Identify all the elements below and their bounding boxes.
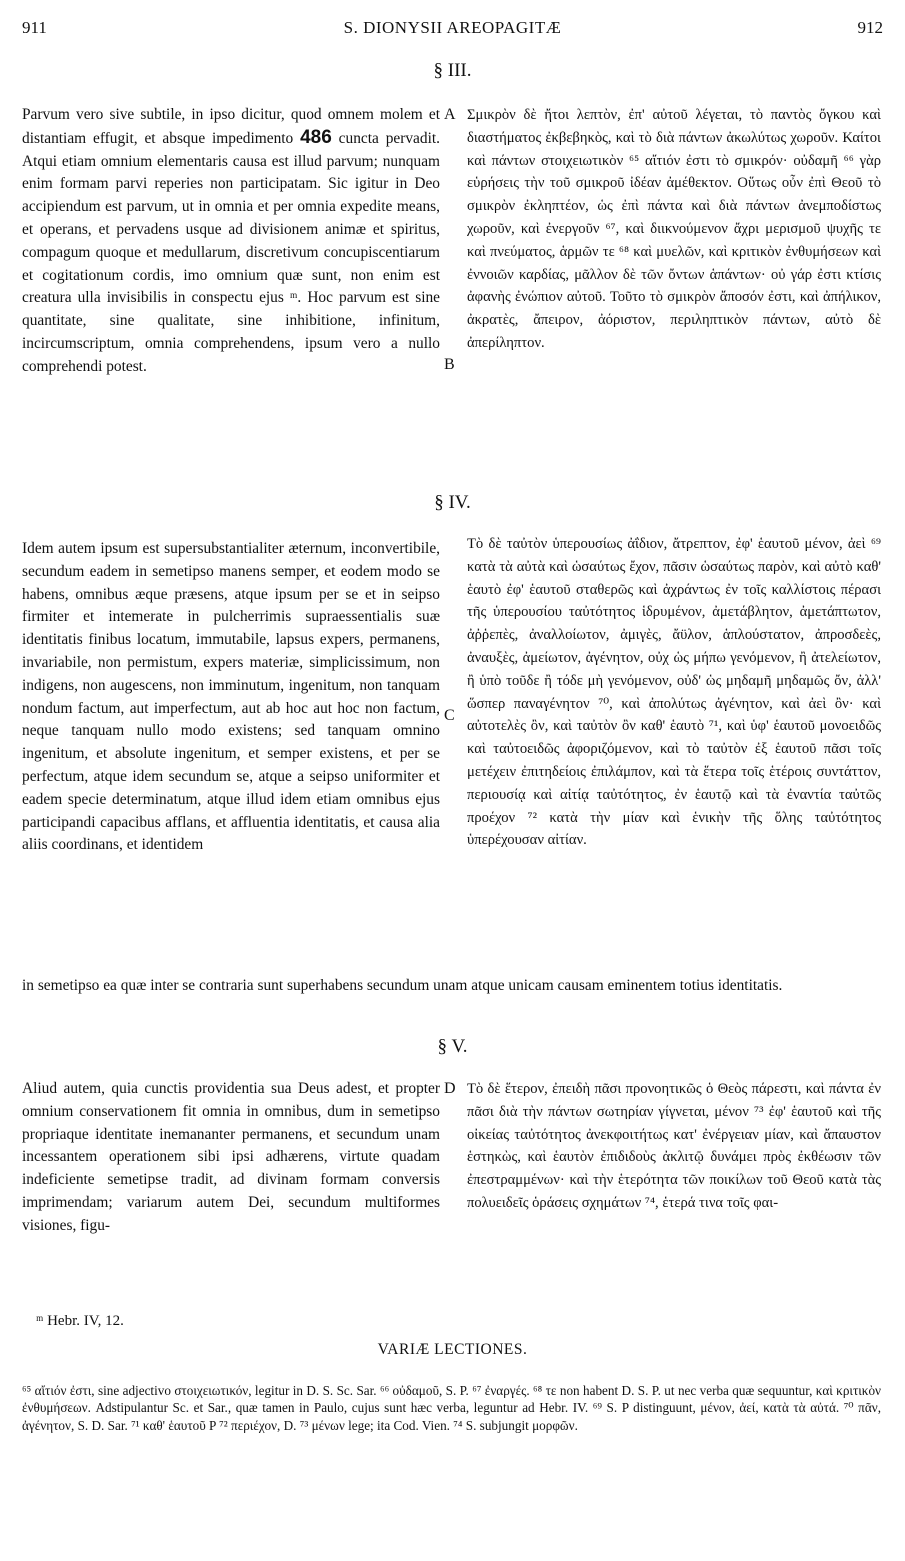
section-heading-4: § IV.: [434, 492, 471, 513]
greek-text-4: Τὸ δὲ ταὐτὸν ὑπερουσίως ἀΐδιον, ἄτρεπτον, ἐφ' ἑαυτοῦ μένον, ἀεὶ ⁶⁹ κατὰ τὰ αὐτὰ καὶ ὡσαύτως ἔχον, πᾶσιν ὡσαύτως παρὸν, καὶ αὐτὸ καθ' ἑαυτὸ ἐφ' ἑαυτοῦ σταθερῶς καὶ ἀχράντως ἐν τοῖς καλλίστοις πέρασι τῆς ὑπερουσίου ταὐτότητος ἱδρυμένον, ἀμετάβλητον, ἀμετάπτωτον, ἀῤῥεπὲς, ἀναλλοίωτον, ἀμιγὲς, ἄϋλον, ἁπλούστατον, ἀπροσδεὲς, ἀναυξὲς, ἀμείωτον, ἀγένητον, οὐχ ὡς μήπω γενόμενον, ἢ ἀτελείωτον, ἢ ὑπὸ τοῦδε ἢ τόδε μὴ γενόμενον, οὐδ' ὡς μηδαμῆ μηδαμῶς ὄν, ἀλλ' ὥσπερ παναγένητον ⁷⁰, καὶ ἀπολύτως ἀγένητον, καὶ ἀεὶ ὂν· καὶ αὐτοτελὲς ὂν, καὶ ταὐτὸν ὂν καθ' ἑαυτὸ ⁷¹, καὶ ὑφ' ἑαυτοῦ μονοειδῶς καὶ ταὐτοειδῶς ἀφοριζόμενον, καὶ τὸ ταὐτὸν ἐξ ἑαυτοῦ πᾶσι τοῖς μετέχειν ἐπιτηδείοις ἐπιλάμπον, καὶ τὰ ἕτερα τοῖς ἑτέροις συντάττον, περιουσίᾳ καὶ αἰτίᾳ ταὐτότητος, ἐν ἑαυτῷ καὶ τὰ ἐναντία ταὐτῶς προέχον ⁷² κατὰ τὴν μίαν καὶ ἑνικὴν τῆς ὅλης ταὐτότητος ὑπερέχουσαν αἰτίαν.: [467, 536, 881, 849]
latin-column-section-5: [22, 1078, 440, 1238]
greek-column-section-5: [467, 1078, 881, 1215]
greek-text-3: Σμικρὸν δὲ ἤτοι λεπτὸν, ἐπ' αὐτοῦ λέγεται, τὸ παντὸς ὄγκου καὶ διαστήματος ἐκβεβηκὸς, καὶ τὸ διὰ πάντων ἀκωλύτως χωροῦν. Καίτοι καὶ πάντων στοιχειωτικὸν ⁶⁵ αἴτιόν ἐστι τὸ σμικρόν· οὐδαμῆ ⁶⁶ γὰρ εὑρήσεις τὴν τοῦ σμικροῦ ἰδέαν ἀμέθεκτον. Οὕτως οὖν ἐπὶ Θεοῦ τὸ σμικρὸν ἐκληπτέον, ὡς ἐπὶ πάντα καὶ διὰ πάντων ἀνεμποδίστως χωροῦν, καὶ ἐνεργοῦν ⁶⁷, καὶ διικνούμενον ἄχρι μερισμοῦ ψυχῆς τε καὶ πνεύματος, ἁρμῶν τε ⁶⁸ καὶ μυελῶν, καὶ κριτικὸν ἐνθυμήσεων καὶ ἐννοιῶν καρδίας, μᾶλλον δὲ τῶν ὄντων ἁπάντων· οὐ γάρ ἐστι κτίσις ἀφανὴς ἐνώπιον αὐτοῦ. Τοῦτο τὸ σμικρὸν ἄποσόν ἐστι, καὶ ἀπήλικον, ἀκρατὲς, ἄπειρον, ἀόριστον, περιληπτικὸν πάντων, αὐτὸ δὲ ἀπερίληπτον.: [467, 107, 881, 351]
running-title: S. DIONYSII AREOPAGITÆ: [343, 18, 562, 37]
greek-column-section-3: [467, 104, 881, 355]
latin-text-5: Aliud autem, quia cunctis providentia sua Deus adest, et propter omnium conservationem fit omnia in omnibus, dum in semetipso propriaque identitate inemananter permanens, et secundum unam incessantem operationem sibi ipsi adhærens, virtute quadam indeficiente semetipse tradit, ad divinam formam conversis imprimendam; variarum autem Dei, secundum multiformes visiones, figu-: [22, 1080, 440, 1234]
footnote: ᵐ Hebr. IV, 12.: [36, 1313, 124, 1329]
greek-text-5: Τὸ δὲ ἕτερον, ἐπειδὴ πᾶσι προνοητικῶς ὁ Θεὸς πάρεστι, καὶ πάντα ἐν πᾶσι διὰ τὴν πάντων σωτηρίαν γίγνεται, μένον ⁷³ ἐφ' ἑαυτοῦ καὶ τῆς οἰκείας ταὐτότητος ἀνεκφοιτήτως κατ' ἐνέργειαν μίαν, καὶ ἄπαυστον ἑστηκὼς, καὶ ἑαυτὸν ἐπιδιδοὺς ἀκλιτῷ δυνάμει πρὸς ἐκθέωσιν τῶν ἐπεστραμμένων· καὶ τὴν ἑτερότητα τῶν ποικίλων τοῦ Θεοῦ κατὰ τὰς πολυειδεῖς ὁράσεις σχημάτων ⁷⁴, ἑτερά τινα τοῖς φαι-: [467, 1081, 881, 1211]
margin-letter-b: B: [444, 356, 455, 373]
page-number-left: 911: [22, 18, 47, 37]
latin-full-width-line: in semetipso ea quæ inter se contraria sunt superhabens secundum unam atque unicam causam eminentem totius identitatis.: [22, 977, 783, 994]
margin-letter-a: A: [444, 106, 456, 123]
variae-lectiones-text: ⁶⁵ αἴτιόν ἐστι, sine adjectivo στοιχειωτικόν, legitur in D. S. Sc. Sar. ⁶⁶ οὐδαμοῦ, S. P. ⁶⁷ ἐναργές. ⁶⁸ τε non habent D. S. P. ut nec verba quæ sequuntur, καὶ κριτικὸν ἐνθυμήσεων. Adstipulantur Sc. et Sar., quæ tamen in Paulo, cujus sunt hæc verba, leguntur ad Hebr. IV. ⁶⁹ S. P distinguunt, μένον, ἀεί, κατὰ τὰ αὐτά. ⁷⁰ πᾶν, ἀγένητον, S. D. Sar. ⁷¹ καθ' ἑαυτοῦ P ⁷² περιέχον, D. ⁷³ μένων lege; ita Cod. Vien. ⁷⁴ S. subjungit μορφῶν.: [22, 1383, 881, 1433]
greek-column-section-4: [467, 533, 881, 852]
latin-text-3b: cuncta pervadit. Atqui etiam omnium elementaris causa est illud parvum; nunquam enim formam parvi reperies non participatam. Sic igitur in Deo accipiendum est parvum, ut in omnia et per omnia expedite means, et operans, et pervadens usque ad divisionem animæ et spiritus, compagum quoque et medullarum, discretivum concupiscentiarum et cogitationum cordis, imo omnium quæ sunt, non enim est creatura ulla invisibilis in conspectu ejus ᵐ. Hoc parvum est sine quantitate, sine qualitate, sine inhibitione, infinitum, incircumscriptum, omnia comprehendens, ipsum vero a nullo comprehendi potest.: [22, 129, 440, 375]
margin-letter-d: D: [444, 1080, 456, 1097]
column-marker-486: 486: [300, 126, 332, 148]
latin-column-section-4: [22, 538, 440, 857]
section-heading-5: § V.: [437, 1036, 468, 1057]
latin-text-3a: Parvum vero sive subtile, in ipso dicitur, quod omnem molem et distantiam effugit, et absque impedimento: [22, 106, 440, 147]
variae-lectiones-heading: VARIÆ LECTIONES.: [377, 1341, 528, 1358]
page-number-right: 912: [857, 18, 883, 37]
latin-text-4: Idem autem ipsum est supersubstantialiter æternum, inconvertibile, secundum eadem in semetipso manens semper, et eodem modo se habens, omnibus æque præsens, atque ipsum per se et in seipso firmiter et intemerate in pulcherrimis supraessentialis suæ identitatis finibus locatum, immutabile, lapsus expers, permanens, invariabile, non permistum, expers materiæ, simplicissimum, non indigens, non augescens, non imminutum, ingenitum, non tanquam nondum factum, aut imperfectum, aut ab hoc aut hoc non factum, neque tanquam nullo modo existens; sed tanquam omnino ingenitum, et absolute ingenitum, et semper existens, et per se perfectum, atque idem secundum se, atque a seipso uniformiter et eadem specie determinatum, atque illud idem etiam omnibus ejus participandi capacibus afflans, et affluentia identitatis, et causa alia aliis coordinans, et identidem: [22, 540, 440, 854]
margin-letter-c: C: [444, 707, 455, 724]
section-heading-3: § III.: [433, 60, 472, 81]
page-header: [22, 18, 883, 42]
latin-column-section-3: [22, 104, 440, 379]
